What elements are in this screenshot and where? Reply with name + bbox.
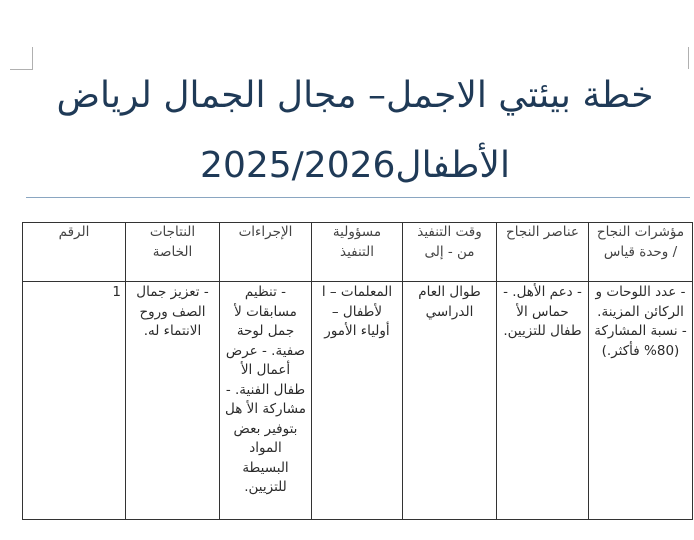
header-responsibility: مسؤولية التنفيذ [312,223,403,282]
table-header-row [23,223,693,282]
cell-timing: طوال العام الدراسي [403,282,497,520]
document-title-line-2: الأطفال2025/2026 [200,145,510,186]
table-row [23,282,693,520]
cell-outcomes: - تعزيز جمال الصف وروح الانتماء له. [126,282,220,520]
cell-indicators: - عدد اللوحات و الركائن المزينة. - نسبة المشاركة (80% فأكثر.) [589,282,693,520]
page-corner-marker-right [688,47,694,69]
page-corner-marker-left [10,47,33,70]
cell-procedures: - تنظيم مسابقات لأ جمل لوحة صفية. - عرض أعمال الأ طفال الفنية. - مشاركة الأ هل بتوفير بعض المواد البسيطة للتزيين. [220,282,312,520]
cell-success-elements: - دعم الأهل. - حماس الأ طفال للتزيين. [497,282,589,520]
cell-responsibility: المعلمات – ا لأطفال – أولياء الأمور [312,282,403,520]
header-timing: وقت التنفيذ من - إلى [403,223,497,282]
header-number: الرقم [23,223,126,282]
cell-number: 1 [23,282,126,520]
document-title-line-1: خطة بيئتي الاجمل– مجال الجمال لرياض [56,75,654,116]
plan-table [22,222,693,520]
header-success-elements: عناصر النجاح [497,223,589,282]
header-indicators: مؤشرات النجاح / وحدة قياس [589,223,693,282]
header-outcomes: النتاجات الخاصة [126,223,220,282]
header-procedures: الإجراءات [220,223,312,282]
title-underline [26,197,690,198]
